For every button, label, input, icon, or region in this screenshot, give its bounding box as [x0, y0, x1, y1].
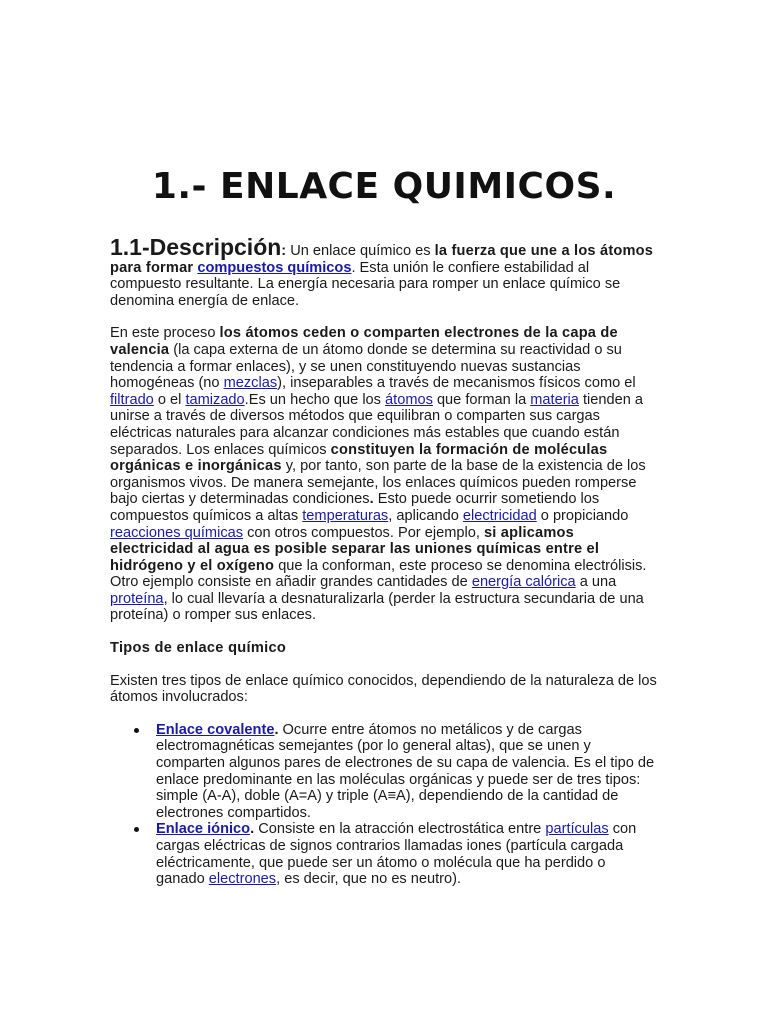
link-enlace-covalente[interactable]: Enlace covalente	[156, 721, 275, 738]
text-span: ), inseparables a través de mecanismos físicos como el	[277, 375, 636, 392]
section-heading-tipos: Tipos de enlace químico	[110, 640, 287, 657]
text-span: con cargas eléctricas de signos contrarios llamadas iones (partícula cargada eléctricamente, que puede ser un átomo o molécula que ha perdido o ganado	[156, 821, 637, 888]
text-span: En este proceso	[110, 325, 220, 342]
description-heading: 1.1-Descripción	[110, 234, 282, 260]
link-energia-calorica[interactable]: energía calórica	[471, 574, 576, 591]
link-reacciones-quimicas[interactable]: reacciones químicas	[110, 524, 244, 541]
text-span: , aplicando	[388, 507, 463, 524]
bullet-icon	[134, 827, 139, 832]
text-span: a una	[575, 574, 617, 591]
text-span: , es decir, que no es neutro).	[276, 871, 462, 888]
link-materia[interactable]: materia	[530, 391, 579, 408]
bold-text: constituyen la formación de moléculas orgánicas e inorgánicas	[110, 441, 608, 475]
list-item-ionico	[156, 821, 658, 887]
link-mezclas[interactable]: mezclas	[223, 375, 278, 392]
text-span: (la capa externa de un átomo donde se determina su reactividad o su tendencia a formar enlaces), y se unen constituyendo nuevas sustancias homogéneas (no	[110, 341, 622, 392]
list-item-covalente	[156, 722, 658, 822]
text-span: que forman la	[432, 391, 531, 408]
text-span: o el	[153, 391, 186, 408]
link-atomos[interactable]: átomos	[385, 391, 433, 408]
link-filtrado[interactable]: filtrado	[110, 391, 154, 408]
text-span: y, por tanto, son parte de la base de la existencia de los organismos vivos. De manera semejante, los enlaces químicos pueden romperse bajo ciertas y determinadas condiciones	[110, 458, 646, 508]
link-particulas[interactable]: partículas	[545, 821, 609, 838]
page-title: 1.- ENLACE QUIMICOS.	[151, 166, 617, 207]
link-tamizado[interactable]: tamizado	[185, 391, 245, 408]
link-proteina[interactable]: proteína	[110, 590, 164, 607]
tipos-intro: Existen tres tipos de enlace químico conocidos, dependiendo de la naturaleza de los átomos involucrados:	[110, 672, 657, 706]
bold-text: los átomos ceden o comparten electrones de la capa de valencia	[110, 325, 618, 358]
bond-types-list	[110, 722, 658, 888]
text-span: .Es un hecho que los	[244, 391, 386, 408]
text-span: , lo cual llevaría a desnaturalizarla (perder la estructura secundaria de una proteína) o romper sus enlaces.	[110, 590, 644, 624]
link-electrones[interactable]: electrones	[208, 871, 277, 888]
process-paragraph	[110, 325, 658, 624]
description-paragraph	[110, 236, 658, 309]
bold-text: la fuerza que une a los átomos para formar	[110, 243, 654, 276]
text-span: tienden a unirse a través de diversos métodos que equilibran o comparten sus cargas eléctricas naturales para alcanzar condiciones más estables que cuando están separados. Los enlaces químicos	[110, 391, 644, 458]
text-span: . Esta unión le confiere estabilidad al compuesto resultante. La energía necesaria para romper un enlace químico se denomina energía de enlace.	[110, 259, 621, 309]
link-compuestos-quimicos[interactable]: compuestos químicos	[197, 259, 352, 276]
bold-dot: .	[274, 721, 279, 738]
text-span: Un enlace químico es	[286, 243, 435, 259]
link-enlace-ionico[interactable]: Enlace iónico	[156, 821, 251, 838]
text-span: Ocurre entre átomos no metálicos y de cargas electromagnéticas semejantes (por lo general altas), que se unen y comparten algunos pares de electrones de su capa de valencia. Es el tipo de enlace predominante en las moléculas orgánicas y puede ser de tres tipos: simple (A-A), doble (A=A) y triple (A≡A), dependiendo de la cantidad de electrones compartidos.	[156, 721, 655, 821]
document-body	[110, 236, 658, 888]
text-span: Esto puede ocurrir sometiendo los compuestos químicos a altas	[110, 491, 600, 524]
text-span: o propiciando	[536, 507, 629, 524]
bold-text: si aplicamos electricidad al agua es posible separar las uniones químicas entre el hidrógeno y el oxígeno	[110, 524, 600, 574]
text-span: Consiste en la atracción electrostática entre	[254, 821, 546, 838]
link-electricidad[interactable]: electricidad	[462, 507, 537, 524]
bullet-icon	[134, 728, 139, 733]
text-span: que la conforman, este proceso se denomina electrólisis. Otro ejemplo consiste en añadir grandes cantidades de	[110, 557, 647, 591]
bold-dot: .	[369, 491, 374, 508]
text-span: con otros compuestos. Por ejemplo,	[243, 524, 484, 541]
description-colon: :	[281, 243, 287, 259]
link-temperaturas[interactable]: temperaturas	[302, 507, 389, 524]
bold-dot: .	[250, 821, 255, 838]
